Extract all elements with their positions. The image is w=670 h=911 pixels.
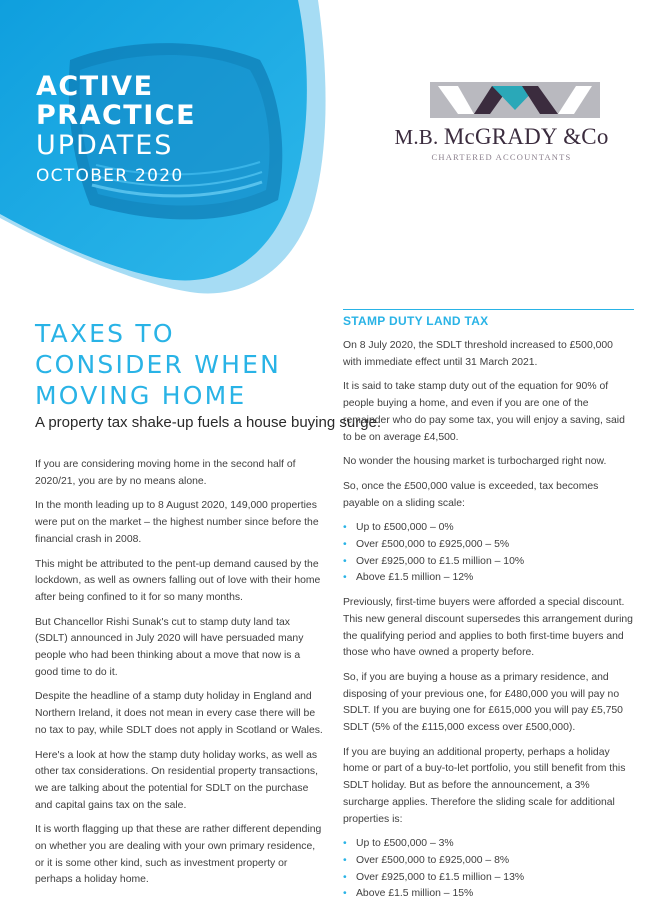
- paragraph: It is worth flagging up that these are rather different depending on whether you are dealing with your own primary residence, or it is some other kind, such as investment property or perhaps a holiday home.: [35, 824, 322, 886]
- paragraph: This might be attributed to the pent-up demand caused by the lockdown, as well as owners falling out of love with their home after being confined to it for so many months.: [35, 558, 321, 603]
- company-logo: [384, 80, 624, 170]
- bullet-icon: •: [343, 539, 347, 551]
- hero-line-date: OCTOBER 2020: [36, 166, 184, 186]
- left-column: [35, 457, 325, 897]
- list-item: • Above £1.5 million – 15%: [343, 886, 634, 903]
- paragraph: If you are considering moving home in the second half of 2020/21, you are by no means alone.: [35, 459, 296, 487]
- logo-tagline: CHARTERED ACCOUNTANTS: [431, 152, 572, 162]
- list-item: • Over £925,000 to £1.5 million – 10%: [343, 554, 634, 571]
- paragraph: So, if you are buying a house as a primary residence, and disposing of your previous one, for £480,000 you will pay no SDLT. If you are buying one for £615,000 you will pay £5,750 SDLT (5% of the £115,000 excess over £500,000).: [343, 671, 623, 734]
- logo-wordmark: [384, 124, 619, 150]
- bullet-icon: •: [343, 838, 347, 850]
- title-line: CONSIDER WHEN: [35, 350, 282, 379]
- paragraph: Despite the headline of a stamp duty holiday in England and Northern Ireland, it does not mean in every case there will be no tax to pay, while SDLT does not apply in Scotland or Wales.: [35, 691, 323, 736]
- list-item: • Up to £500,000 – 3%: [343, 836, 634, 853]
- hero-line-updates: UPDATES: [36, 130, 174, 161]
- paragraph: In the month leading up to 8 August 2020, 149,000 properties were put on the market – the highest number since before the financial crash in 2008.: [35, 500, 319, 545]
- title-line: MOVING HOME: [35, 381, 247, 410]
- hero-title: [36, 72, 196, 189]
- paragraph: Previously, first-time buyers were afforded a special discount. This new general discount supersedes this arrangement during the qualifying period and applies to both first-time buyers and those who have owned a property before.: [343, 597, 633, 659]
- paragraph: It is said to take stamp duty out of the equation for 90% of people buying a home, and even if you are one of the remainder who do pay some tax, you will enjoy a saving, said to be on average £4,500.: [343, 381, 625, 443]
- logo-initials: M.B.: [394, 125, 439, 149]
- logo-name-main: McGRADY: [443, 124, 558, 149]
- list-item: • Up to £500,000 – 0%: [343, 520, 634, 537]
- bullet-icon: •: [343, 555, 347, 567]
- paragraph: If you are buying an additional property, perhaps a holiday home or part of a buy-to-let portfolio, you still benefit from this SDLT holiday. But as before the announcement, a 3% surcharge applies. Therefore the sliding scale for additional properties is:: [343, 746, 626, 825]
- list-item: • Above £1.5 million – 12%: [343, 570, 634, 587]
- right-column: [343, 338, 634, 911]
- paragraph: Here's a look at how the stamp duty holiday works, as well as other tax considerations. On residential property transactions, we are talking about the potential for SDLT on the purchase and capital gains tax on the sale.: [35, 749, 319, 811]
- paragraph: On 8 July 2020, the SDLT threshold increased to £500,000 with immediate effect until 31 March 2021.: [343, 340, 613, 368]
- paragraph: But Chancellor Rishi Sunak's cut to stamp duty land tax (SDLT) announced in July 2020 will have persuaded many people who had been thinking about a move that now is a good time to do it.: [35, 616, 304, 678]
- hero-line-active: ACTIVE: [36, 71, 154, 102]
- paragraph: So, once the £500,000 value is exceeded, tax becomes payable on a sliding scale:: [343, 480, 599, 509]
- bullet-icon: •: [343, 854, 347, 866]
- hero-line-practice: PRACTICE: [36, 100, 197, 131]
- paragraph: No wonder the housing market is turbocharged right now.: [343, 456, 607, 468]
- bullet-icon: •: [343, 888, 347, 900]
- article-title: [35, 318, 281, 411]
- article-subtitle: A property tax shake-up fuels a house buying surge.: [35, 414, 382, 431]
- bullet-icon: •: [343, 522, 347, 534]
- list-item: • Over £925,000 to £1.5 million – 13%: [343, 870, 634, 887]
- section-divider: [343, 309, 634, 310]
- list-item: • Over £500,000 to £925,000 – 5%: [343, 537, 634, 554]
- title-line: TAXES TO: [35, 319, 175, 348]
- section-heading: STAMP DUTY LAND TAX: [343, 314, 489, 328]
- bullet-icon: •: [343, 572, 347, 584]
- additional-tax-rate-list: [343, 836, 634, 903]
- logo-mark-icon: [430, 82, 600, 118]
- list-item: • Over £500,000 to £925,000 – 8%: [343, 853, 634, 870]
- bullet-icon: •: [343, 871, 347, 883]
- tax-rate-list: [343, 520, 634, 587]
- logo-name-suffix: &Co: [563, 124, 609, 149]
